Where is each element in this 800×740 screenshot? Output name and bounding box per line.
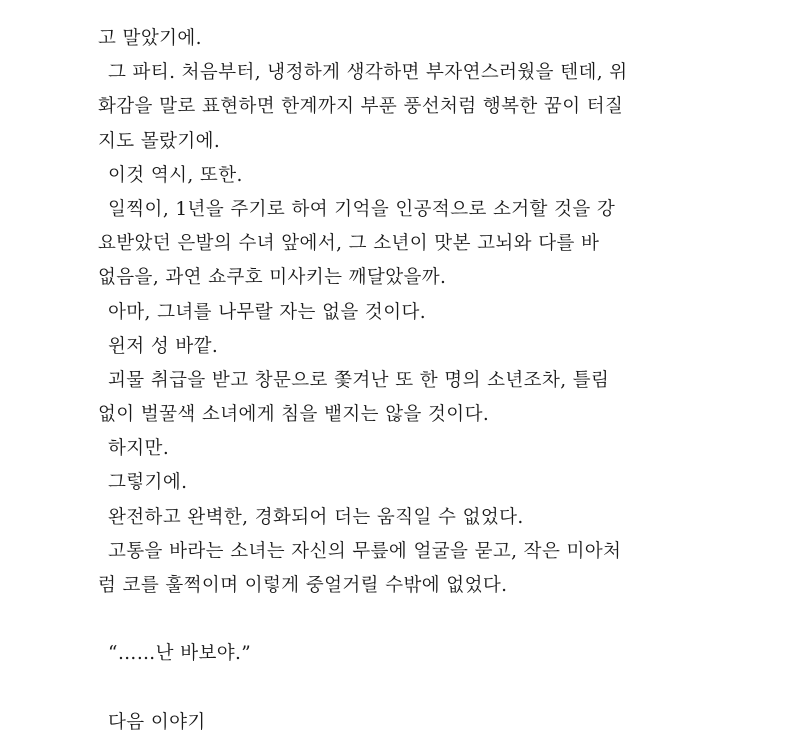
blank-line [98, 603, 708, 637]
text-line: 이것 역시, 또한. [108, 164, 243, 186]
text-line: 완전하고 완벽한, 경화되어 더는 움직일 수 없었다. [108, 506, 524, 528]
blank-line [98, 672, 708, 706]
text-line: 일찍이, 1년을 주기로 하여 기억을 인공적으로 소거할 것을 강 [108, 198, 616, 220]
text-line: 없이 벌꿀색 소녀에게 침을 뱉지는 않을 것이다. [98, 404, 490, 426]
dialogue-line: “……난 바보야.” [108, 643, 252, 665]
text-line: 그렇기에. [108, 472, 188, 494]
body-text [98, 22, 708, 740]
text-line: 지도 몰랐기에. [98, 130, 221, 152]
cut-off-line: 다음 이야기 [108, 711, 206, 733]
text-line: 괴물 취급을 받고 창문으로 쫓겨난 또 한 명의 소년조차, 틀림 [108, 369, 610, 391]
text-line: 없음을, 과연 쇼쿠호 미사키는 깨달았을까. [98, 267, 447, 289]
text-line: 요받았던 은발의 수녀 앞에서, 그 소년이 맛본 고뇌와 다를 바 [98, 233, 600, 255]
text-line: 화감을 말로 표현하면 한계까지 부푼 풍선처럼 행복한 꿈이 터질 [98, 96, 624, 118]
text-line: 윈저 성 바깥. [108, 335, 219, 357]
text-line: 그 파티. 처음부터, 냉정하게 생각하면 부자연스러웠을 텐데, 위 [108, 62, 628, 84]
text-line: 하지만. [108, 438, 170, 460]
text-line: 아마, 그녀를 나무랄 자는 없을 것이다. [108, 301, 427, 323]
text-line: 고 말았기에. [98, 28, 202, 49]
text-line: 고통을 바라는 소녀는 자신의 무릎에 얼굴을 묻고, 작은 미아처 [108, 540, 622, 562]
text-line: 럼 코를 훌쩍이며 이렇게 중얼거릴 수밖에 없었다. [98, 575, 508, 596]
